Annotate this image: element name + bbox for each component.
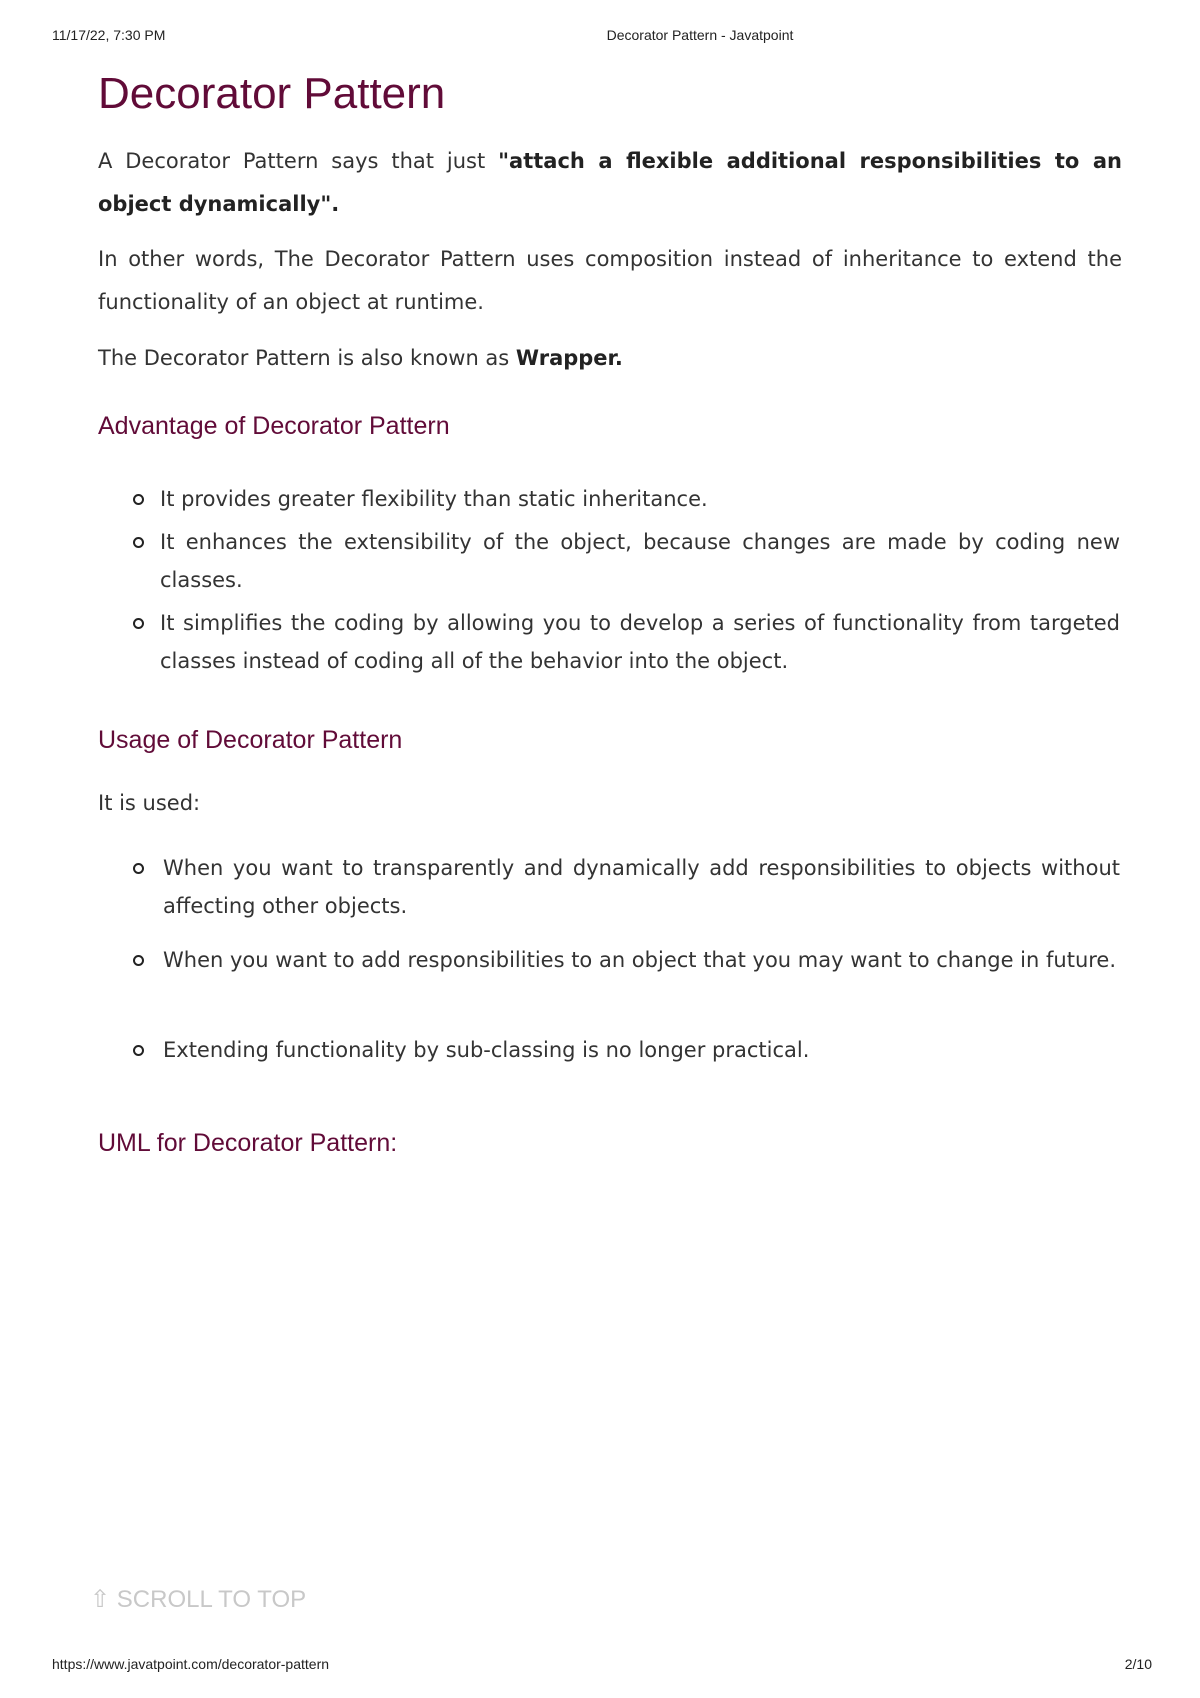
wrapper-bold: Wrapper. xyxy=(515,346,623,370)
print-page-title: Decorator Pattern - Javatpoint xyxy=(606,27,794,43)
bullet-circle-icon xyxy=(133,1045,144,1056)
page-url[interactable]: https://www.javatpoint.com/decorator-pattern xyxy=(52,1656,330,1672)
page-title: Decorator Pattern xyxy=(98,69,446,118)
print-header xyxy=(0,27,1200,51)
bullet-circle-icon xyxy=(133,494,144,505)
bullet-circle-icon xyxy=(133,955,144,966)
list-item: Extending functionality by sub-classing is no longer practical. xyxy=(163,1031,1120,1069)
print-footer xyxy=(0,1656,1200,1680)
usage-heading: Usage of Decorator Pattern xyxy=(98,726,403,754)
advantages-heading: Advantage of Decorator Pattern xyxy=(98,412,450,440)
wrapper-paragraph xyxy=(98,337,1122,380)
intro-prefix: A Decorator Pattern says that just xyxy=(98,149,499,173)
list-item: When you want to add responsibilities to an object that you may want to change in future. xyxy=(163,941,1120,979)
bullet-circle-icon xyxy=(133,537,144,548)
list-item: It provides greater flexibility than static inheritance. xyxy=(160,480,1120,518)
print-datetime: 11/17/22, 7:30 PM xyxy=(52,27,166,43)
bullet-circle-icon xyxy=(133,618,144,629)
list-item: It simplifies the coding by allowing you to develop a series of functionality from targeted classes instead of coding all of the behavior into the object. xyxy=(160,604,1120,680)
article xyxy=(98,60,1122,1157)
scroll-to-top-button[interactable] xyxy=(90,1585,306,1614)
list-item: When you want to transparently and dynamically add responsibilities to objects without affecting other objects. xyxy=(163,849,1120,925)
list-item: It enhances the extensibility of the object, because changes are made by coding new classes. xyxy=(160,523,1120,599)
wrapper-prefix: The Decorator Pattern is also known as xyxy=(98,346,516,370)
usage-intro: It is used: xyxy=(98,791,201,815)
composition-paragraph: In other words, The Decorator Pattern uses composition instead of inheritance to extend the functionality of an object at runtime. xyxy=(98,247,1122,314)
intro-quote: "attach a flexible additional responsibilities to an object dynamically". xyxy=(98,149,1122,216)
bullet-circle-icon xyxy=(133,863,144,874)
intro-paragraph xyxy=(98,140,1122,226)
up-arrow-icon: ⇧ xyxy=(90,1586,111,1613)
uml-heading: UML for Decorator Pattern: xyxy=(98,1129,398,1157)
scroll-to-top-label: SCROLL TO TOP xyxy=(116,1586,307,1613)
page-number: 2/10 xyxy=(1124,1656,1152,1672)
